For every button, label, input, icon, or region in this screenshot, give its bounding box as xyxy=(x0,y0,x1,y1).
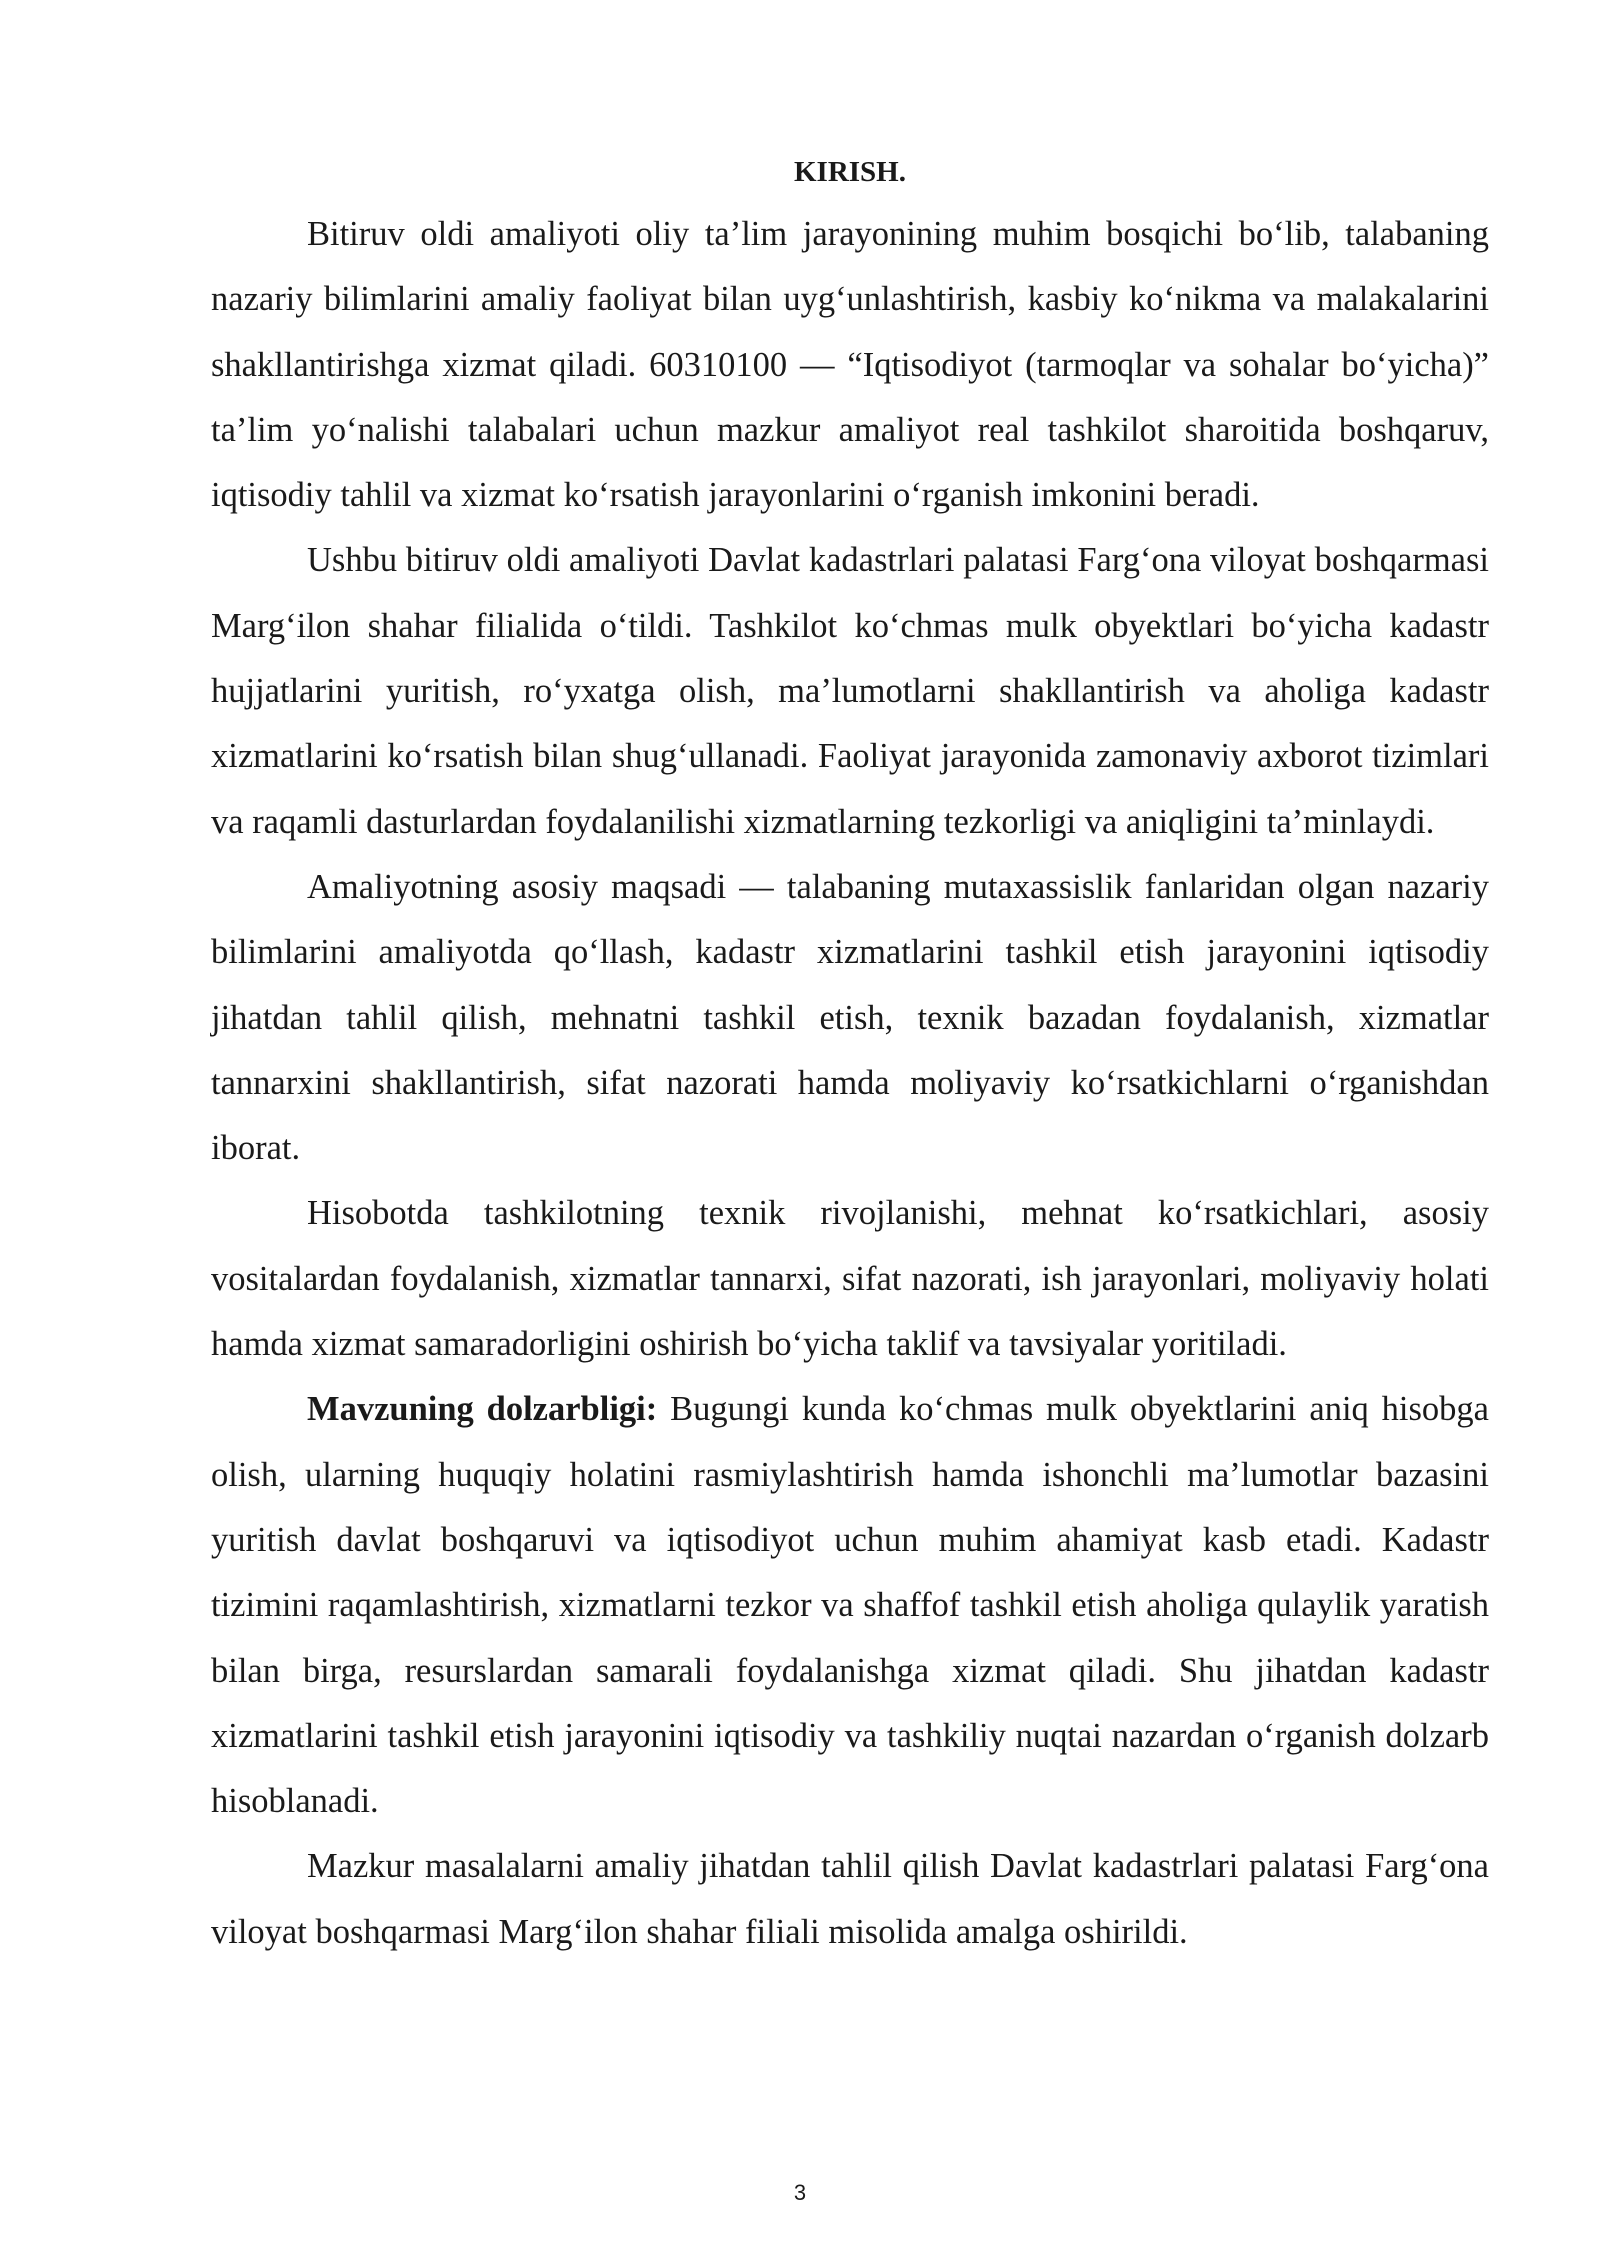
paragraph-text: Bitiruv oldi amaliyoti oliy ta’lim jarayonining muhim bosqichi bo‘lib, talabaning nazariy bilimlarini amaliy faoliyat bilan uyg‘unlashtirish, kasbiy ko‘nikma va malakalarini shakllantirishga xizmat qiladi. 60310100 — “Iqtisodiyot (tarmoqlar va sohalar bo‘yicha)” ta’lim yo‘nalishi talabalari uchun mazkur amaliyot real tashkilot sharoitida boshqaruv, iqtisodiy tahlil va xizmat ko‘rsatish jarayonlarini o‘rganish imkonini beradi. xyxy=(211,215,1489,515)
paragraph-goal xyxy=(211,855,1489,1181)
page-content xyxy=(211,150,1489,1965)
paragraph-text: Bugungi kunda ko‘chmas mulk obyektlarini aniq hisobga olish, ularning huquqiy holatini rasmiylashtirish hamda ishonchli ma’lumotlar bazasini yuritish davlat boshqaruvi va iqtisodiyot uchun muhim ahamiyat kasb etadi. Kadastr tizimini raqamlashtirish, xizmatlarni tezkor va shaffof tashkil etish aholiga qulaylik yaratish bilan birga, resurslardan samarali foydalanishga xizmat qiladi. Shu jihatdan kadastr xizmatlarini tashkil etish jarayonini iqtisodiy va tashkiliy nuqtai nazardan o‘rganish dolzarb hisoblanadi. xyxy=(211,1390,1489,1821)
page-number: 3 xyxy=(793,2180,807,2205)
section-heading: KIRISH. xyxy=(793,156,906,188)
paragraph-organization xyxy=(211,528,1489,854)
paragraph-relevance xyxy=(211,1377,1489,1834)
paragraph-report-scope xyxy=(211,1181,1489,1377)
paragraph-lead: Mavzuning dolzarbligi: xyxy=(307,1390,658,1429)
paragraph-text: Ushbu bitiruv oldi amaliyoti Davlat kadastrlari palatasi Farg‘ona viloyat boshqarmasi Marg‘ilon shahar filialida o‘tildi. Tashkilot ko‘chmas mulk obyektlari bo‘yicha kadastr hujjatlarini yuritish, ro‘yxatga olish, ma’lumotlarni shakllantirish va aholiga kadastr xizmatlarini ko‘rsatish bilan shug‘ullanadi. Faoliyat jarayonida zamonaviy axborot tizimlari va raqamli dasturlardan foydalanilishi xizmatlarning tezkorligi va aniqligini ta’minlaydi. xyxy=(211,541,1489,841)
paragraph-text: Amaliyotning asosiy maqsadi — talabaning mutaxassislik fanlaridan olgan nazariy bilimlarini amaliyotda qo‘llash, kadastr xizmatlarini tashkil etish jarayonini iqtisodiy jihatdan tahlil qilish, mehnatni tashkil etish, texnik bazadan foydalanish, xizmatlar tannarxini shakllantirish, sifat nazorati hamda moliyaviy ko‘rsatkichlarni o‘rganishdan iborat. xyxy=(211,867,1489,1168)
paragraph-text: Mazkur masalalarni amaliy jihatdan tahlil qilish Davlat kadastrlari palatasi Farg‘ona viloyat boshqarmasi Marg‘ilon shahar filiali misolida amalga oshirildi. xyxy=(211,1847,1489,1951)
paragraph-text: Hisobotda tashkilotning texnik rivojlanishi, mehnat ko‘rsatkichlari, asosiy vositalardan foydalanish, xizmatlar tannarxi, sifat nazorati, ish jarayonlari, moliyaviy holati hamda xizmat samaradorligini oshirish bo‘yicha taklif va tavsiyalar yoritiladi. xyxy=(211,1194,1489,1364)
paragraph-conclusion xyxy=(211,1834,1489,1965)
paragraph-intro xyxy=(211,202,1489,528)
